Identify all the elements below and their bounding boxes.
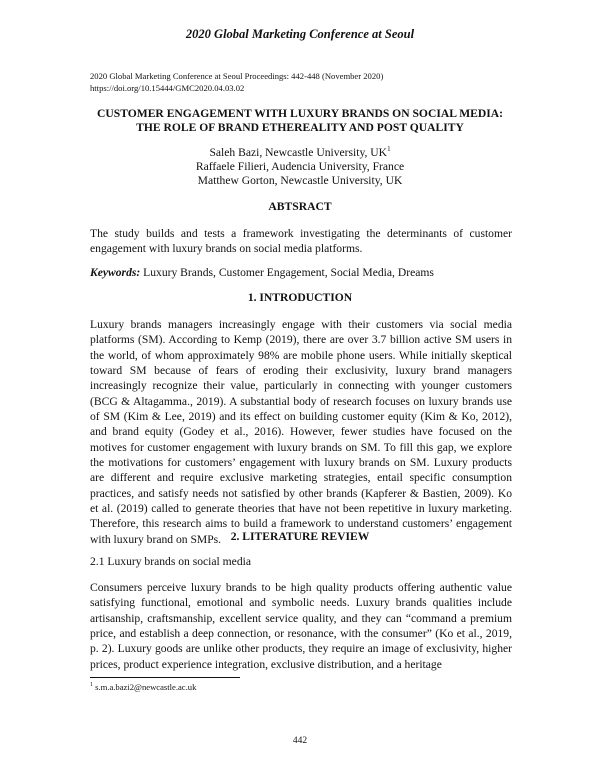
proceedings-info [90, 71, 383, 94]
footnote [90, 682, 196, 692]
footnote-email[interactable]: s.m.a.bazi2@newcastle.ac.uk [93, 682, 197, 692]
author-list [0, 142, 600, 188]
keywords-label: Keywords: [90, 266, 141, 279]
paper-title-line-2: THE ROLE OF BRAND ETHEREALITY AND POST QUALITY [136, 121, 464, 134]
paper-title [0, 107, 600, 135]
author-line [0, 160, 600, 174]
author-name: Saleh Bazi, Newcastle University, UK [209, 145, 388, 159]
page-number: 442 [292, 736, 308, 746]
abstract-text: The study builds and tests a framework investigating the determinants of customer engagement with luxury brands on social media platforms. [90, 227, 512, 256]
author-name: Matthew Gorton, Newcastle University, UK [197, 173, 403, 187]
proceedings-citation: 2020 Global Marketing Conference at Seoul Proceedings: 442-448 (November 2020) [90, 71, 384, 81]
abstract-heading: ABTSRACT [268, 200, 332, 213]
keywords-line [90, 265, 512, 280]
literature-subheading: 2.1 Luxury brands on social media [90, 555, 251, 568]
paper-title-line-1: CUSTOMER ENGAGEMENT WITH LUXURY BRANDS ON SOCIAL MEDIA: [97, 107, 503, 120]
footnote-divider [90, 677, 240, 678]
literature-heading: 2. LITERATURE REVIEW [230, 530, 370, 543]
doi-link[interactable]: https://doi.org/10.15444/GMC2020.04.03.02 [90, 82, 245, 93]
footnote-number: 1 [90, 682, 93, 689]
literature-text: Consumers perceive luxury brands to be high quality products offering authentic value satisfying functional, emotional and symbolic needs. Luxury brands qualities include artisanship, craftsmanship, excellent service quality, and they can “command a premium price, and establish a deep connection, or resonance, with the consumer” (Ko et al., 2019, p. 2). Luxury goods are unlike other products, they require an image of exclusivity, higher prices, product experience integration, exclusive distribution, and a heritage [90, 581, 512, 671]
keywords-text: Luxury Brands, Customer Engagement, Social Media, Dreams [140, 266, 434, 279]
conference-header: 2020 Global Marketing Conference at Seoul [185, 27, 415, 41]
author-name: Raffaele Filieri, Audencia University, France [195, 159, 405, 173]
footnote-marker: 1 [387, 145, 391, 153]
author-line [0, 174, 600, 188]
introduction-heading: 1. INTRODUCTION [247, 291, 353, 304]
introduction-text: Luxury brands managers increasingly engage with their customers via social media platforms (SM). According to Kemp (2019), there are over 3.7 billion active SM users in the world, of whom approximately 98% are mobile phone users. While initially skeptical toward SM because of fears of eroding their exclusivity, luxury brand managers increasingly recognize their value, particularly in connecting with younger customers (BCG & Altagamma., 2019). A substantial body of research focuses on luxury brands use of SM (Kim & Lee, 2019) and its effect on building customer equity (Kim & Ko, 2012), and brand equity (Godey et al., 2016). However, fewer studies have focused on the motives for customer engagement with luxury brands on SM. To fill this gap, we explore the motivations for customers’ engagement with luxury brands on SM. Luxury products are different and require exclusive marketing strategies, entail specific consumption practices, and satisfy needs not satisfied by other brands (Kapferer & Bastien, 2009). Ko et al. (2019) called to generate theories that have not been repetitive in luxury marketing. Therefore, this research aims to build a framework to understand customers’ engagement with luxury brand on SMPs. [90, 318, 512, 546]
author-line [0, 142, 600, 160]
